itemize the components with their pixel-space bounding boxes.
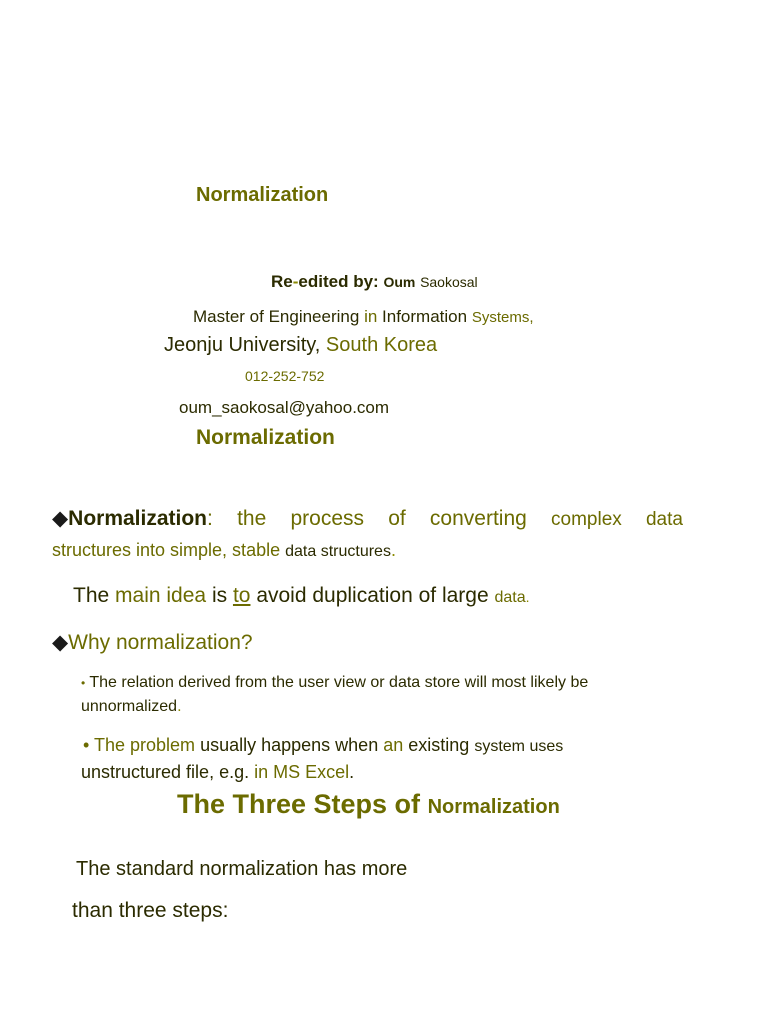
country-name: South Korea bbox=[325, 334, 438, 356]
point-1-line-2 bbox=[81, 698, 182, 716]
definition-word: data bbox=[645, 509, 683, 530]
steps-heading bbox=[177, 789, 560, 820]
reedited-label-rest: edited by: bbox=[298, 272, 379, 291]
author-first-name: Oum bbox=[383, 274, 416, 290]
point-2-line2-c: MS Excel bbox=[273, 762, 350, 782]
section-title: Normalization bbox=[196, 426, 335, 449]
point-2-c: an bbox=[383, 735, 404, 755]
small-bullet-icon: • bbox=[83, 735, 90, 755]
point-1-text-2: unnormalized bbox=[81, 698, 178, 715]
point-1-dot: . bbox=[177, 698, 182, 715]
diamond-bullet-icon: ◆ bbox=[52, 631, 69, 654]
definition-word: converting bbox=[429, 507, 527, 530]
main-idea-line bbox=[73, 584, 530, 608]
author-line bbox=[271, 272, 478, 292]
point-2-a: The problem bbox=[94, 735, 196, 755]
main-idea-g: . bbox=[525, 589, 530, 605]
main-idea-e: avoid duplication of large bbox=[256, 584, 489, 607]
point-1-line-1 bbox=[81, 674, 588, 692]
degree-part-2: in bbox=[364, 307, 378, 326]
definition-word: of bbox=[388, 507, 406, 530]
definition-term: Normalization bbox=[68, 507, 208, 530]
definition-line2-dot: . bbox=[390, 540, 396, 560]
diamond-bullet-icon: ◆ bbox=[52, 507, 69, 530]
definition-colon: : bbox=[207, 507, 213, 530]
definition-line-1 bbox=[52, 506, 683, 531]
point-2-b: usually happens when bbox=[200, 735, 379, 755]
main-idea-c: is bbox=[211, 584, 228, 607]
email-address: oum_saokosal@yahoo.com bbox=[179, 398, 390, 417]
main-idea-a: The bbox=[73, 584, 110, 607]
point-2-line2-d: . bbox=[349, 762, 355, 782]
steps-heading-a: The Three Steps of bbox=[177, 789, 421, 819]
reedited-label-hyphen: - bbox=[292, 272, 299, 291]
small-bullet-icon: • bbox=[81, 676, 86, 690]
definition-line2-b: data structures bbox=[285, 543, 391, 560]
point-2-d: existing bbox=[408, 735, 470, 755]
university-name: Jeonju University, bbox=[164, 334, 321, 356]
why-text: Why normalization? bbox=[68, 631, 253, 654]
closing-line-1: The standard normalization has more bbox=[76, 858, 408, 880]
university-line bbox=[164, 334, 437, 357]
reedited-label-re: Re bbox=[271, 272, 293, 291]
definition-lead bbox=[52, 506, 213, 531]
degree-line bbox=[193, 307, 534, 327]
point-2-line-2 bbox=[81, 762, 354, 783]
definition-word: complex bbox=[551, 509, 622, 530]
degree-part-4: Systems, bbox=[471, 309, 534, 326]
main-idea-d: to bbox=[232, 584, 251, 607]
definition-word: the bbox=[237, 507, 267, 530]
point-2-line2-a: unstructured file, e.g. bbox=[81, 762, 250, 782]
why-heading bbox=[52, 630, 253, 655]
definition-word: process bbox=[290, 507, 364, 530]
point-2-e: system uses bbox=[474, 738, 564, 755]
point-2-line-1 bbox=[83, 735, 563, 756]
author-last-name: Saokosal bbox=[420, 274, 478, 290]
degree-part-3: Information bbox=[382, 307, 468, 326]
main-idea-b: main idea bbox=[115, 584, 207, 607]
main-idea-f: data bbox=[494, 589, 526, 606]
steps-heading-b: Normalization bbox=[427, 796, 560, 818]
closing-line-2: than three steps: bbox=[72, 899, 229, 922]
point-2-line2-b: in bbox=[254, 762, 269, 782]
page-title: Normalization bbox=[196, 184, 329, 206]
phone-number: 012-252-752 bbox=[245, 368, 325, 384]
definition-line2-a: structures into simple, stable bbox=[52, 540, 281, 560]
point-1-text-1: The relation derived from the user view or data store will most likely be bbox=[89, 674, 589, 691]
degree-part-1: Master of Engineering bbox=[193, 307, 360, 326]
definition-line-2 bbox=[52, 540, 396, 561]
